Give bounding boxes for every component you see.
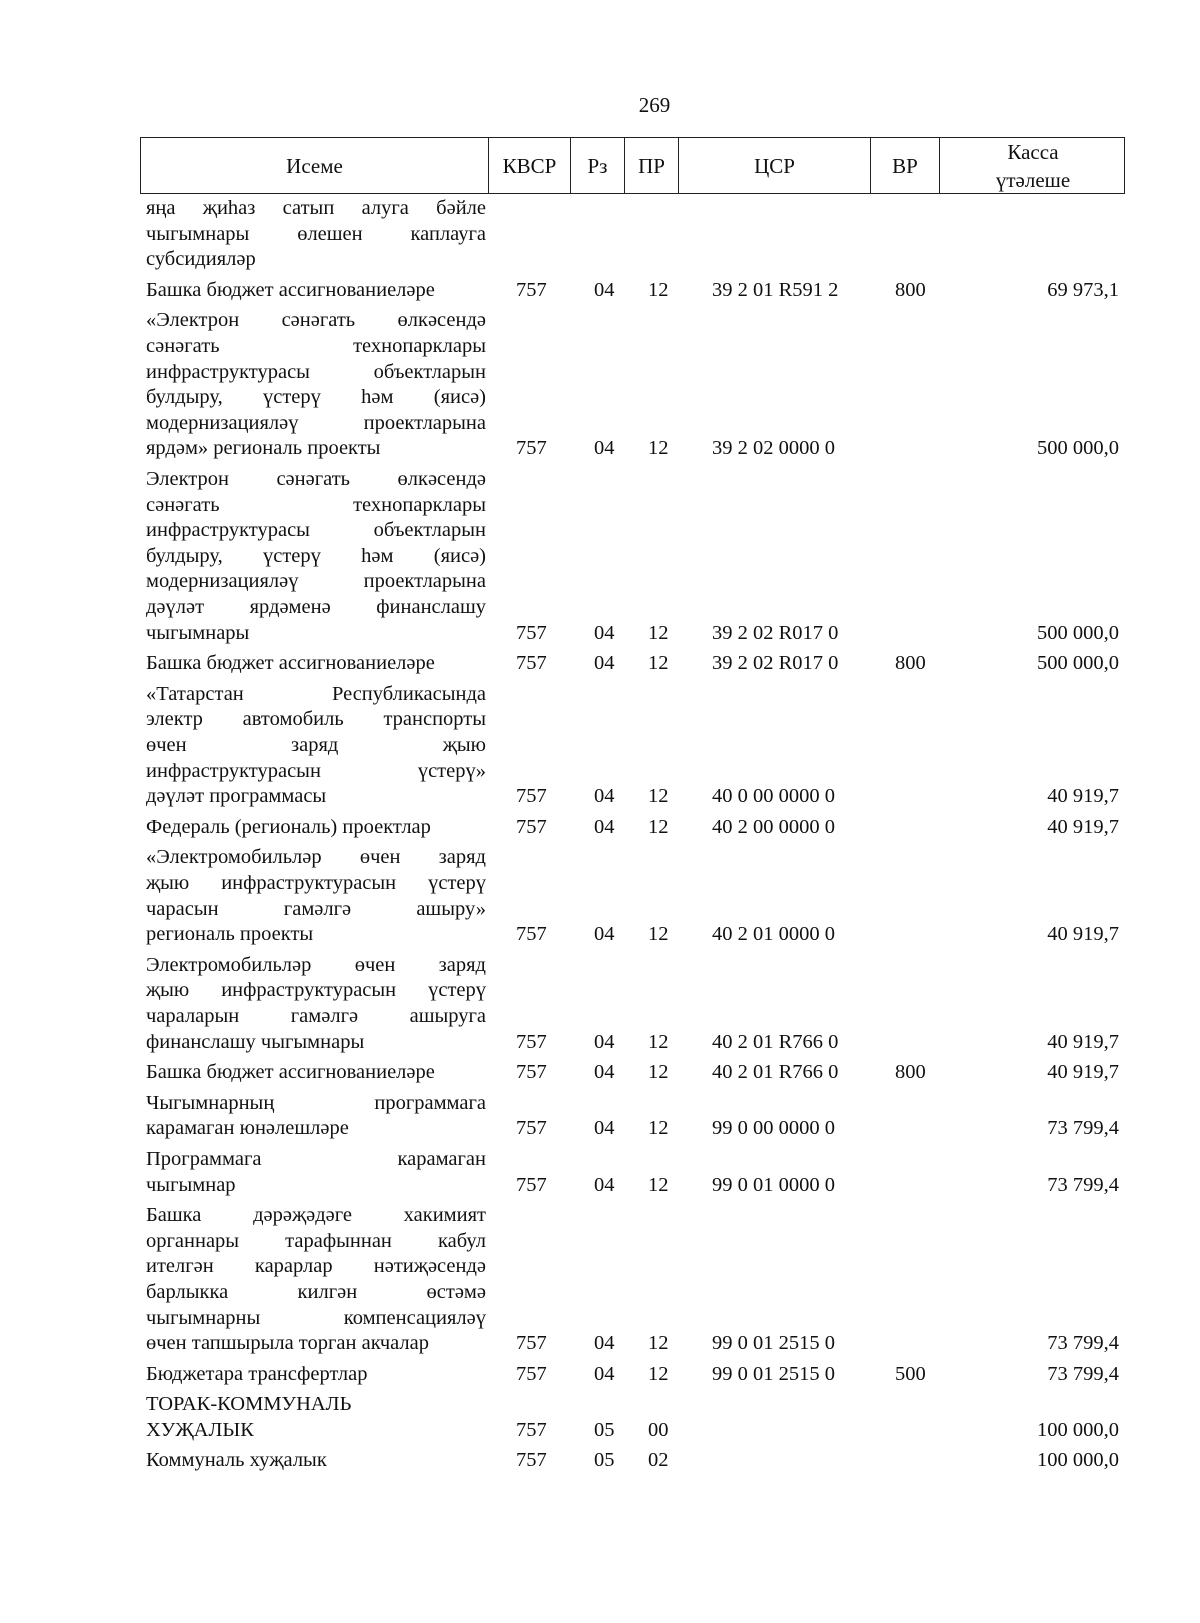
cell-csr: 39 2 02 R017 0 — [712, 652, 839, 675]
table-row — [0, 1357, 1200, 1388]
cell-kvsr: 757 — [516, 1449, 547, 1472]
cell-csr: 99 0 01 2515 0 — [712, 1332, 835, 1355]
table-row — [0, 1198, 1200, 1357]
table-row — [0, 1055, 1200, 1086]
row-name — [146, 1091, 486, 1142]
row-name-line: инфраструктурасы объектларын — [146, 519, 486, 542]
row-name-line: яңа җиһаз сатып алуга бәйле — [146, 197, 486, 220]
cell-kvsr: 757 — [516, 1332, 547, 1355]
cell-sum: 500 000,0 — [1037, 652, 1119, 675]
row-name-line: чыгымнары өлешен каплауга — [146, 222, 486, 245]
cell-rz: 04 — [594, 815, 615, 838]
cell-rz: 04 — [594, 923, 615, 946]
table-row — [0, 646, 1200, 677]
table-row — [0, 1387, 1200, 1443]
cell-rz: 05 — [594, 1418, 615, 1441]
cell-rz: 04 — [594, 437, 615, 460]
table-row — [0, 194, 1200, 273]
cell-vr: 800 — [895, 652, 926, 675]
row-name — [146, 682, 486, 810]
row-name — [146, 1448, 486, 1474]
cell-sum: 40 919,7 — [1047, 1030, 1119, 1053]
row-name — [146, 467, 486, 646]
table-row — [0, 677, 1200, 810]
row-name-line: Чыгымнарның программага — [146, 1091, 486, 1114]
table-row — [0, 810, 1200, 841]
row-name-line: «Татарстан Республикасында — [146, 682, 486, 705]
row-name — [146, 196, 486, 273]
row-name-line: дәүләт ярдәменә финанслашу — [146, 595, 486, 618]
header-sum-line1: Касса — [1007, 139, 1059, 164]
row-name-line: сәнәгать технопарклары — [146, 335, 486, 358]
cell-csr: 39 2 02 0000 0 — [712, 437, 835, 460]
table-row — [0, 948, 1200, 1055]
cell-csr: 40 0 00 0000 0 — [712, 785, 835, 808]
cell-kvsr: 757 — [516, 923, 547, 946]
row-name — [146, 278, 486, 304]
cell-csr: 99 0 01 0000 0 — [712, 1173, 835, 1196]
cell-vr: 500 — [895, 1362, 926, 1385]
row-name-line: ХУҖАЛЫК — [146, 1418, 254, 1441]
row-name-line: Башка дәрәҗәдәге хакимият — [146, 1204, 486, 1227]
header-sum-line2: үтәлеше — [995, 167, 1071, 192]
row-name-line: электр автомобиль транспорты — [146, 708, 486, 731]
cell-sum: 500 000,0 — [1037, 437, 1119, 460]
row-name-line: Программага карамаган — [146, 1147, 486, 1170]
row-name-line: Башка бюджет ассигнованиеләре — [146, 278, 435, 301]
row-name-line: чыгымнары — [146, 621, 250, 644]
row-name-line: модернизацияләү проектларына — [146, 570, 486, 593]
table-row — [0, 840, 1200, 947]
cell-rz: 04 — [594, 278, 615, 301]
cell-pr: 12 — [648, 621, 669, 644]
cell-sum: 40 919,7 — [1047, 1061, 1119, 1084]
cell-kvsr: 757 — [516, 1418, 547, 1441]
row-name-line: чыгымнарны компенсацияләү — [146, 1306, 486, 1329]
cell-kvsr: 757 — [516, 652, 547, 675]
header-kvsr: КВСР — [488, 138, 570, 193]
cell-kvsr: 757 — [516, 278, 547, 301]
row-name — [146, 1060, 486, 1086]
row-name — [146, 1392, 486, 1443]
cell-kvsr: 757 — [516, 1173, 547, 1196]
row-name — [146, 1362, 486, 1388]
cell-rz: 04 — [594, 1030, 615, 1053]
cell-sum: 40 919,7 — [1047, 815, 1119, 838]
cell-csr: 40 2 01 R766 0 — [712, 1030, 839, 1053]
table-row — [0, 303, 1200, 462]
cell-pr: 12 — [648, 923, 669, 946]
cell-sum: 100 000,0 — [1037, 1449, 1119, 1472]
row-name-line: «Электромобильләр өчен заряд — [146, 846, 486, 869]
cell-pr: 12 — [648, 1173, 669, 1196]
cell-pr: 12 — [648, 652, 669, 675]
table-header — [140, 137, 1125, 194]
row-name-line: карамаган юнәлешләре — [146, 1117, 349, 1140]
row-name-line: региональ проекты — [146, 923, 314, 946]
cell-rz: 04 — [594, 1362, 615, 1385]
row-name — [146, 308, 486, 462]
cell-sum: 100 000,0 — [1037, 1418, 1119, 1441]
row-name-line: ярдәм» региональ проекты — [146, 437, 381, 460]
table-row — [0, 1086, 1200, 1142]
row-name-line: өчен заряд җыю — [146, 733, 486, 756]
row-name-line: барлыкка килгән өстәмә — [146, 1280, 486, 1303]
cell-rz: 04 — [594, 1332, 615, 1355]
cell-csr: 40 2 00 0000 0 — [712, 815, 835, 838]
row-name-line: чыгымнар — [146, 1173, 236, 1196]
row-name-line: чарасын гамәлгә ашыру» — [146, 897, 486, 920]
table-row — [0, 1142, 1200, 1198]
row-name-line: дәүләт программасы — [146, 785, 327, 808]
row-name-line: Бюджетара трансфертлар — [146, 1362, 368, 1385]
table-row — [0, 462, 1200, 646]
cell-rz: 04 — [594, 621, 615, 644]
row-name-line: Коммуналь хуҗалык — [146, 1449, 327, 1472]
row-name-line: модернизацияләү проектларына — [146, 411, 486, 434]
row-name-line: Башка бюджет ассигнованиеләре — [146, 652, 435, 675]
table-row — [0, 1443, 1200, 1474]
row-name-line: органнары тарафыннан кабул — [146, 1229, 486, 1252]
row-name — [146, 651, 486, 677]
row-name-line: ТОРАК-КОММУНАЛЬ — [146, 1393, 352, 1416]
header-sum — [939, 138, 1126, 193]
cell-sum: 69 973,1 — [1047, 278, 1119, 301]
cell-kvsr: 757 — [516, 785, 547, 808]
cell-kvsr: 757 — [516, 437, 547, 460]
row-name-line: ителгән карарлар нәтиҗәсендә — [146, 1255, 486, 1278]
header-rz: Рз — [570, 138, 624, 193]
cell-csr: 40 2 01 R766 0 — [712, 1061, 839, 1084]
cell-kvsr: 757 — [516, 1117, 547, 1140]
header-name: Исеме — [286, 153, 343, 178]
row-name — [146, 1203, 486, 1357]
row-name-line: сәнәгать технопарклары — [146, 493, 486, 516]
row-name — [146, 1147, 486, 1198]
row-name-line: инфраструктурасы объектларын — [146, 360, 486, 383]
row-name-line: булдыру, үстерү һәм (яисә) — [146, 386, 486, 409]
cell-sum: 73 799,4 — [1047, 1332, 1119, 1355]
cell-rz: 04 — [594, 1061, 615, 1084]
cell-rz: 04 — [594, 785, 615, 808]
cell-sum: 40 919,7 — [1047, 923, 1119, 946]
header-csr: ЦСР — [678, 138, 870, 193]
cell-pr: 12 — [648, 815, 669, 838]
cell-kvsr: 757 — [516, 1030, 547, 1053]
row-name-line: булдыру, үстерү һәм (яисә) — [146, 544, 486, 567]
cell-pr: 12 — [648, 278, 669, 301]
cell-pr: 12 — [648, 437, 669, 460]
cell-sum: 73 799,4 — [1047, 1173, 1119, 1196]
row-name-line: инфраструктурасын үстерү» — [146, 759, 486, 782]
row-name-line: «Электрон сәнәгать өлкәсендә — [146, 309, 486, 332]
cell-rz: 04 — [594, 1117, 615, 1140]
row-name-line: субсидияләр — [146, 248, 256, 271]
row-name-line: Федераль (региональ) проектлар — [146, 815, 431, 838]
row-name-line: Башка бюджет ассигнованиеләре — [146, 1061, 435, 1084]
cell-pr: 12 — [648, 785, 669, 808]
row-name-line: җыю инфраструктурасын үстерү — [146, 979, 486, 1002]
cell-csr: 40 2 01 0000 0 — [712, 923, 835, 946]
cell-pr: 12 — [648, 1332, 669, 1355]
cell-rz: 04 — [594, 1173, 615, 1196]
row-name — [146, 953, 486, 1055]
row-name — [146, 845, 486, 947]
header-vr: ВР — [870, 138, 939, 193]
cell-pr: 12 — [648, 1117, 669, 1140]
cell-pr: 02 — [648, 1449, 669, 1472]
cell-pr: 12 — [648, 1061, 669, 1084]
table-body — [0, 194, 1200, 1474]
cell-kvsr: 757 — [516, 621, 547, 644]
page-number: 269 — [638, 93, 671, 117]
cell-csr: 39 2 02 R017 0 — [712, 621, 839, 644]
cell-csr: 99 0 00 0000 0 — [712, 1117, 835, 1140]
cell-kvsr: 757 — [516, 1061, 547, 1084]
row-name-line: финанслашу чыгымнары — [146, 1030, 365, 1053]
row-name-line: өчен тапшырыла торган акчалар — [146, 1332, 430, 1355]
row-name — [146, 815, 486, 841]
cell-rz: 04 — [594, 652, 615, 675]
row-name-line: чараларын гамәлгә ашыруга — [146, 1004, 486, 1027]
row-name-line: Электромобильләр өчен заряд — [146, 953, 486, 976]
cell-csr: 39 2 01 R591 2 — [712, 278, 839, 301]
table-row — [0, 273, 1200, 304]
cell-pr: 00 — [648, 1418, 669, 1441]
cell-pr: 12 — [648, 1362, 669, 1385]
cell-rz: 05 — [594, 1449, 615, 1472]
cell-sum: 500 000,0 — [1037, 621, 1119, 644]
cell-sum: 73 799,4 — [1047, 1362, 1119, 1385]
cell-csr: 99 0 01 2515 0 — [712, 1362, 835, 1385]
row-name-line: җыю инфраструктурасын үстерү — [146, 871, 486, 894]
cell-vr: 800 — [895, 278, 926, 301]
cell-kvsr: 757 — [516, 1362, 547, 1385]
cell-kvsr: 757 — [516, 815, 547, 838]
cell-sum: 73 799,4 — [1047, 1117, 1119, 1140]
cell-pr: 12 — [648, 1030, 669, 1053]
header-pr: ПР — [624, 138, 678, 193]
cell-vr: 800 — [895, 1061, 926, 1084]
cell-sum: 40 919,7 — [1047, 785, 1119, 808]
row-name-line: Электрон сәнәгать өлкәсендә — [146, 468, 486, 491]
